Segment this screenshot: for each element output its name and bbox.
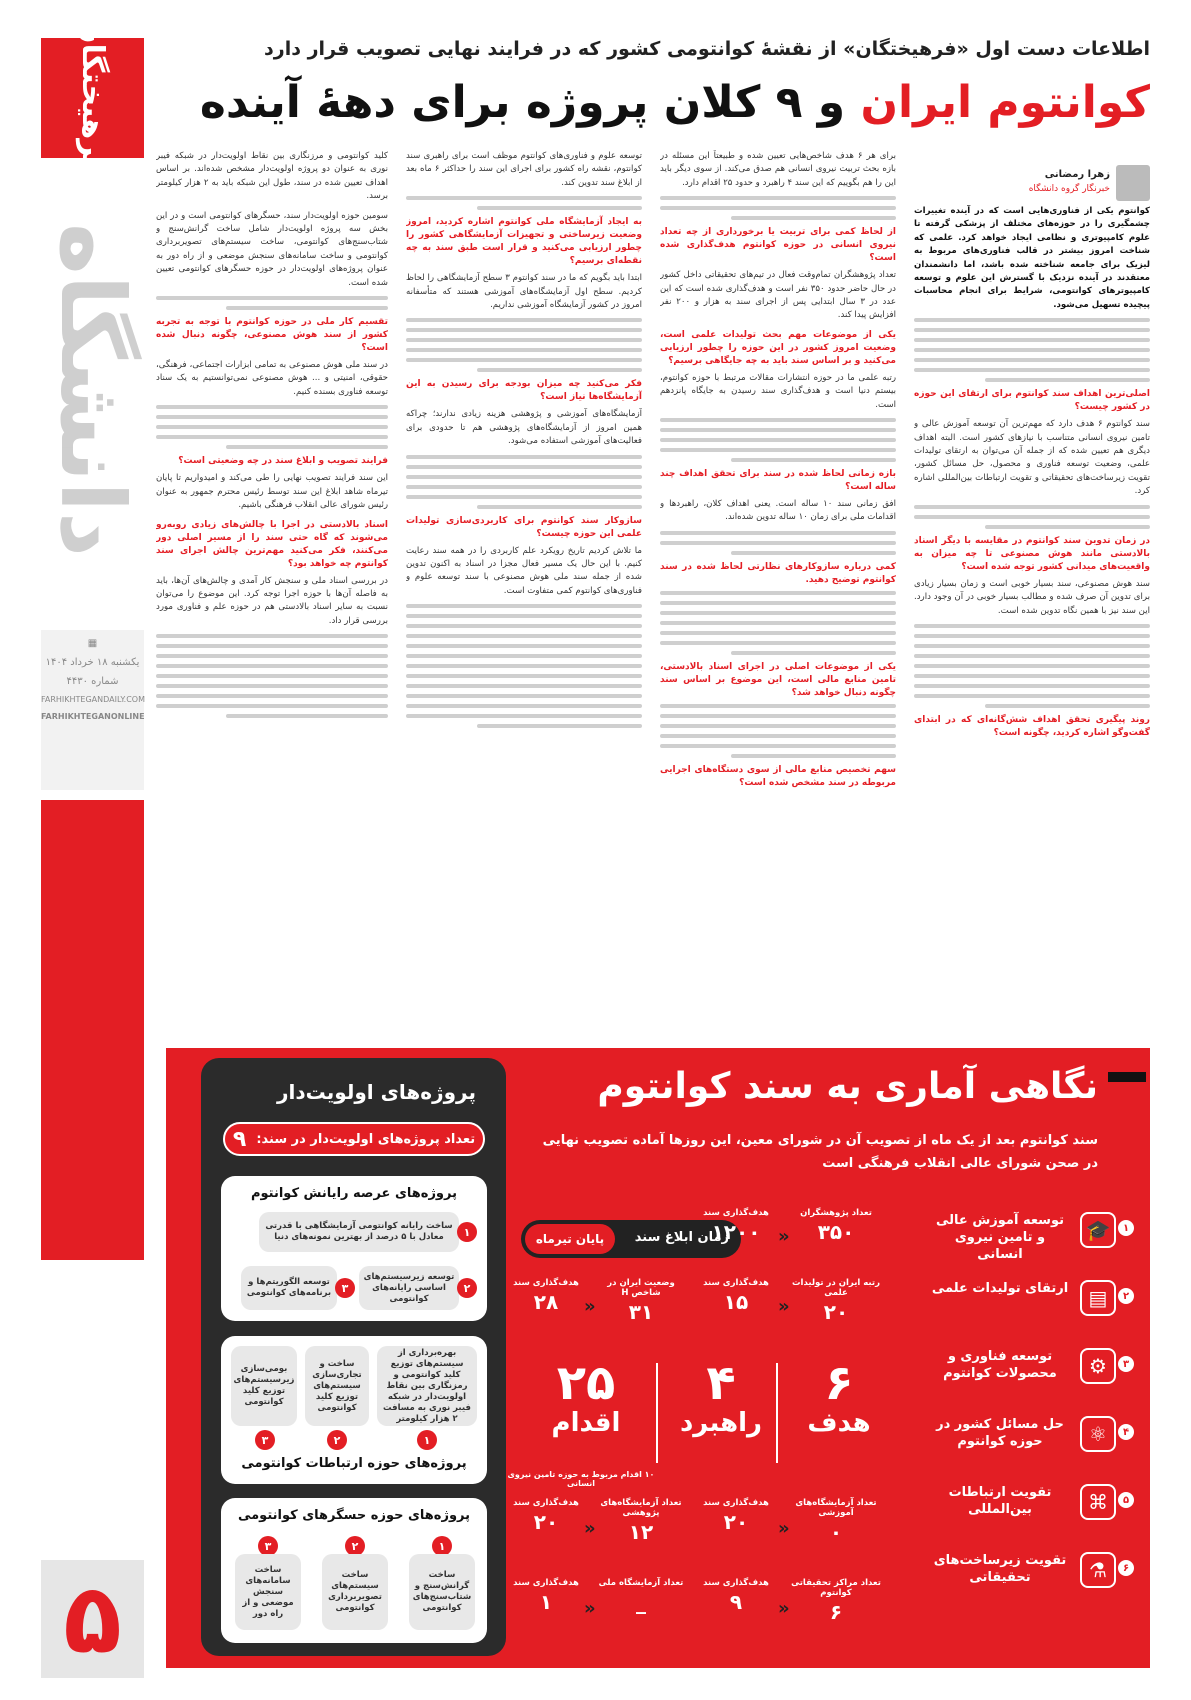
stat-label: هدف‌گذاری سند (513, 1278, 579, 1288)
goal-label: توسعه آموزش عالی و تامین نیروی انسانی (936, 1213, 1064, 1262)
stat-value: ۱۲ (628, 1520, 654, 1544)
page-number: ۵ (41, 1560, 144, 1678)
project-number: ۲ (345, 1536, 365, 1556)
question-heading: سهم تخصیص منابع مالی از سوی دستگاه‌های اجرایی مربوطه در سند مشخص شده است؟ (660, 764, 896, 788)
divider (776, 1363, 778, 1463)
kicker: اطلاعات دست اول «فرهیختگان» از نقشهٔ کوانتومی کشور که در فرایند نهایی تصویب قرار دارد (264, 38, 1150, 60)
goal-number: ۶ (1118, 1560, 1134, 1576)
stat (791, 1578, 881, 1624)
question-heading: اصلی‌ترین اهداف سند کوانتوم برای ارتقای این حوزه در کشور چیست؟ (914, 389, 1150, 413)
goal-item (926, 1412, 1136, 1462)
goal-item (926, 1344, 1136, 1394)
stat (691, 1498, 781, 1534)
stat (791, 1278, 881, 1324)
stat-value: ۳۱ (628, 1300, 654, 1324)
project-number: ۳ (258, 1536, 278, 1556)
stat-label: هدف‌گذاری سند (703, 1278, 769, 1288)
deadline-value: پایان تیرماه (525, 1224, 615, 1254)
stat-label: تعداد آزمایشگاه‌های آموزشی (795, 1498, 877, 1518)
paragraph: آزمایشگاه‌های آموزشی و پژوهشی هزینه زیادی ندارند؛ چراکه همین امروز از آزمایشگاه‌های پژوهشی هم تا حدودی برای فعالیت‌های آموزشی استفاده می‌شود. (406, 409, 642, 447)
group-title: پروژه‌های حوزه ارتباطات کوانتومی (241, 1456, 467, 1471)
goal-item (926, 1276, 1136, 1326)
stat-label: رتبه ایران در تولیدات علمی (792, 1278, 880, 1298)
paragraph: تعداد پژوهشگران تمام‌وقت فعال در تیم‌های تحقیقاتی داخل کشور در حال حاضر حدود ۳۵۰ نفر است و هدف‌گذاری شده است که این عدد در ۳ سال ابتدایی پس از اجرای سند به هزار و ۲۰۰ نفر افزایش پیدا کند. (660, 270, 896, 321)
website-link[interactable]: FARHIKHTEGANDAILY.COM (41, 695, 145, 704)
stat-label: هدف‌گذاری سند (513, 1578, 579, 1588)
project-number: ۱ (457, 1222, 477, 1242)
stats-area (496, 1208, 1136, 1653)
stat-label: هدف‌گذاری سند (703, 1208, 769, 1218)
stat-value: ۲۰ (723, 1510, 749, 1534)
project-number: ۱ (432, 1536, 452, 1556)
big-number-label: هدف (807, 1408, 871, 1438)
paragraph: سند هوش مصنوعی، سند بسیار خوبی است و زمان بسیار زیادی برای تدوین آن صرف شده و مطالب بسیار خوبی در آن وجود دارد. این سند نیز با همین نگاه تدوین شده است. (914, 578, 1150, 616)
big-number-label: اقدام (551, 1408, 621, 1438)
paragraph: در بررسی اسناد ملی و سنجش کار آمدی و چالش‌های آن‌ها، باید به فاصله آن‌ها با حوزه اجرا توجه کرد. این موضوع را می‌توان نسبت به سایر اسناد بالادستی هم در حوزه علم و فناوری مورد بررسی قرار داد. (156, 575, 388, 626)
question-heading: فکر می‌کنید چه میزان بودجه برای رسیدن به این آزمایشگاه‌ها نیاز است؟ (406, 379, 642, 403)
stat-value: _ (636, 1590, 646, 1614)
chevron-icon: « (584, 1598, 596, 1619)
project-item: ساخت رایانه کوانتومی آزمایشگاهی با قدرتی معادل با ۵ درصد از بهترین نمونه‌های دنیا (259, 1212, 459, 1252)
question-heading: اسناد بالادستی در اجرا با چالش‌های زیادی روبه‌رو می‌شوند که گاه حتی سند را از مسیر اصلی دور می‌کنند، فکر می‌کنید مهم‌ترین چالش اجرای سند کوانتوم چه خواهد بود؟ (156, 519, 388, 569)
big-number-goals (784, 1355, 894, 1438)
priority-count-value: ۹ (232, 1126, 247, 1152)
question-heading: تقسیم کار ملی در حوزه کوانتوم با توجه به تجربه کشور از سند هوش مصنوعی، چگونه دنبال شده است؟ (156, 317, 388, 354)
goal-item (926, 1548, 1136, 1598)
stat (596, 1578, 686, 1614)
stat-label: تعداد آزمایشگاه‌های پژوهشی (600, 1498, 682, 1518)
question-heading: یکی از موضوعات اصلی در اجرای اسناد بالادستی، تامین منابع مالی است، این موضوع بر اساس سند چگونه دنبال خواهد شد؟ (660, 661, 896, 698)
question-heading: بازه زمانی لحاظ شده در سند برای تحقق اهداف چند ساله است؟ (660, 469, 896, 493)
calendar-icon: ▦ (87, 638, 98, 649)
goal-label: توسعه فناوری و محصولات کوانتوم (943, 1349, 1057, 1381)
title-accent-bar (1108, 1072, 1146, 1082)
project-number: ۳ (255, 1430, 275, 1450)
question-heading: روند پیگیری تحقق اهداف شش‌گانه‌ای که در ابتدای گفت‌وگو اشاره کردید، چگونه است؟ (914, 714, 1150, 738)
stat-label: هدف‌گذاری سند (703, 1498, 769, 1508)
chevron-icon: « (778, 1598, 790, 1619)
paragraph: توسعه علوم و فناوری‌های کوانتوم موظف است برای راهبری سند کوانتوم، نقشه راه کشور برای اجرای این سند را حداکثر ۶ ماه بعد از ابلاغ سند تدوین کند. (406, 151, 642, 188)
paragraph: این سند فرایند تصویب نهایی را طی می‌کند و امیدواریم تا پایان تیرماه شاهد ابلاغ این سند توسط رئیس محترم جمهور به عنوان رئیس شورای عالی انقلاب فرهنگی باشیم. (156, 473, 388, 511)
deadline-label: زمان ابلاغ سند (634, 1230, 729, 1245)
big-number-value: ۶ (824, 1355, 854, 1411)
project-number: ۳ (335, 1278, 355, 1298)
headline (180, 78, 1150, 129)
stat (791, 1498, 881, 1544)
goal-number: ۴ (1118, 1424, 1134, 1440)
network-icon: ⌘ (1080, 1484, 1116, 1520)
stat (501, 1578, 591, 1614)
goal-label: ارتقای تولیدات علمی (931, 1281, 1069, 1296)
chevron-icon: « (778, 1226, 790, 1247)
author-avatar (1116, 165, 1150, 201)
stat-value: ۳۵۰ (817, 1220, 855, 1244)
flask-icon: ⚗ (1080, 1552, 1116, 1588)
stat-value: ۶ (829, 1600, 843, 1624)
paragraph: ابتدا باید بگویم که ما در سند کوانتوم ۳ سطح آزمایشگاهی را لحاظ کردیم. سطح اول آزمایشگاه‌های آموزشی هستند که متأسفانه امروز در کشور آزمایشگاه آموزشی نداریم. (406, 273, 642, 311)
gear-icon: ⚙ (1080, 1348, 1116, 1384)
author-byline (910, 165, 1150, 205)
stat (596, 1278, 686, 1324)
issue-meta (41, 630, 144, 790)
paragraph: کلید کوانتومی و مرزنگاری بین نقاط اولویت‌دار در شبکه فیبر نوری به عنوان دو پروژه اولویت‌دار مشخص شده‌اند. بر اساس اهداف تعیین شده در سند، طول این شبکه باید به ۲ هزار کیلومتر برسد. (156, 151, 388, 202)
stat (691, 1278, 781, 1314)
article-lead: کوانتوم یکی از فناوری‌هایی است که در آینده تغییرات چشمگیری را در حوزه‌های مختلف از پزشکی گرفته تا علوم کامپیوتری و نظامی ایجاد خواهد کرد. علمی که شناخت امروز بیشتر در قالب فناوری‌های مربوط به لیزیک برای جامعه شناخته شده باشد، اما دانشمندان معتقدند در آینده نزدیک با گسترش این علوم و توسعه کامپیوترهای کوانتومی، شرایط برای انجام محاسبات پیچیده تسهیل می‌شود. (914, 206, 1150, 310)
project-item: ساخت سامانه‌های سنجش موضعی و از راه دور (235, 1554, 301, 1630)
project-item: توسعه الگوریتم‌ها و برنامه‌های کوانتومی (241, 1266, 337, 1310)
goal-item (926, 1480, 1136, 1530)
goal-label: تقویت ارتباطات بین‌المللی (948, 1485, 1052, 1517)
actions-note: ۱۰ اقدام مربوط به حوزه تامین نیروی انسانی (507, 1470, 655, 1488)
stat-value: ۱۵ (723, 1290, 749, 1314)
priority-title: پروژه‌های اولویت‌دار (276, 1080, 476, 1104)
priority-count (223, 1122, 485, 1156)
project-item: ساخت و تجاری‌سازی سیستم‌های توزیع کلید کوانتومی (305, 1346, 369, 1426)
question-heading: از لحاظ کمی برای تربیت یا برخورداری از چه تعداد نیروی انسانی در حوزه کوانتوم هدف‌گذاری شده است؟ (660, 227, 896, 264)
goal-number: ۲ (1118, 1288, 1134, 1304)
newspaper-logo: فرهیختگان (41, 38, 144, 158)
paragraph: افق زمانی سند ۱۰ ساله است. یعنی اهداف کلان، راهبردها و اقدامات ملی برای زمان ۱۰ ساله تدوین شده‌اند. (660, 499, 896, 523)
goal-number: ۱ (1118, 1220, 1134, 1236)
stat-label: تعداد مراکز تحقیقاتی کوانتوم (791, 1578, 881, 1598)
project-item: ساخت سیستم‌های تصویربرداری کوانتومی (322, 1554, 388, 1630)
paragraph: ما تلاش کردیم تاریخ رویکرد علم کاربردی را در همه سند رعایت کنیم. با این حال یک مسیر فعال مجزا در اسناد به اکنون تدوین شده از جمله سند ملی هوش مصنوعی با سند توسعه علوم و فناوری‌های کوانتوم کمی متفاوت است. (406, 545, 642, 596)
big-number-label: راهبرد (679, 1408, 763, 1438)
group-title: پروژه‌های حوزه حسگرهای کوانتومی (237, 1508, 471, 1523)
infographic-panel (166, 1048, 1150, 1668)
project-item: بومی‌سازی زیرسیستم‌های توزیع کلید کوانتومی (231, 1346, 297, 1426)
infographic-title: نگاهی آماری به سند کوانتوم (597, 1066, 1098, 1107)
stat-value: ۲۰ (533, 1510, 559, 1534)
atom-icon: ⚛ (1080, 1416, 1116, 1452)
priority-count-label: تعداد پروژه‌های اولویت‌دار در سند: (256, 1131, 476, 1147)
stat (791, 1208, 881, 1244)
stat-value: ۲۸ (533, 1290, 559, 1314)
graduate-icon: 🎓 (1080, 1212, 1116, 1248)
stat (501, 1278, 591, 1314)
stat (596, 1498, 686, 1544)
paragraph: سومین حوزه اولویت‌دار سند، حسگرهای کوانتومی است و در این بخش سه پروژه اولویت‌دار شامل ساخت گرانش‌سنج و شتاب‌سنج‌های کوانتومی، ساخت سیستم‌های تصویربرداری کوانتومی و ساخت سامانه‌های سنجش موضعی و از راه دور به عنوان پروژه‌های اولویت‌دار در حوزه حسگرهای کوانتومی تعیین شده است. (156, 210, 388, 288)
article-column-2 (660, 150, 896, 970)
issue-date: یکشنبه ۱۸ خرداد ۱۴۰۴ (45, 657, 140, 668)
big-number-strategies (666, 1355, 776, 1438)
project-group-computing (221, 1176, 487, 1321)
question-heading: فرایند تصویب و ابلاغ سند در چه وضعیتی است؟ (178, 456, 388, 467)
paragraph: سند کوانتوم ۶ هدف دارد که مهم‌ترین آن توسعه آموزش عالی و تامین نیروی انسانی متناسب با نیازهای کشور است. البته اهداف دیگری هم تعیین شده که از جمله آن می‌توان به ارتقای تولیدات علمی، وضعیت توسعه فناوری و محصول، حل مسائل کشور، تقویت زیرساخت‌های تحقیقاتی و تقویت ارتباطات بین‌المللی اشاره کرد. (914, 419, 1150, 497)
project-item: بهره‌برداری از سیستم‌های توزیع کلید کوانتومی و رمزنگاری بین نقاط اولویت‌دار در شبکه فیبر نوری به مسافت ۲ هزار کیلومتر (377, 1346, 477, 1426)
article-column-4 (156, 150, 388, 970)
project-group-communications (221, 1336, 487, 1484)
goal-label: تقویت زیرساخت‌های تحقیقاتی (933, 1553, 1067, 1585)
chevron-icon: « (584, 1296, 596, 1317)
chevron-icon: « (778, 1296, 790, 1317)
paragraph: رتبه علمی ما در حوزه انتشارات مقالات مرتبط با حوزه کوانتوم، بیستم دنیا است و هدف‌گذاری سند رسیدن به جایگاه پانزدهم است. (660, 372, 896, 410)
stat-label: وضعیت ایران در شاخص H (607, 1278, 675, 1298)
stat-label: تعداد پژوهشگران (800, 1208, 872, 1218)
question-heading: یکی از موضوعات مهم بحث تولیدات علمی است، وضعیت امروز کشور در این حوزه را چطور ارزیابی می‌کنید و بر اساس سند باید به چه جایگاهی برسیم؟ (660, 329, 896, 366)
stat (691, 1578, 781, 1614)
decorative-stripe (41, 800, 144, 1260)
question-heading: در زمان تدوین سند کوانتوم در مقایسه با دیگر اسناد بالادستی مانند هوش مصنوعی تا چه میزان به واقعیت‌های میدانی کشور توجه شده است؟ (914, 535, 1150, 572)
question-heading: به ایجاد آزمایشگاه ملی کوانتوم اشاره کردید، امروز وضعیت زیرساختی و تجهیزات آزمایشگاهی کشور را چطور ارزیابی می‌کنید و قرار است طبق سند به چه نقطه‌ای برسیم؟ (406, 217, 642, 267)
goal-item (926, 1208, 1136, 1262)
infographic-subtitle: در صحن شورای عالی انقلاب فرهنگی است (822, 1156, 1098, 1171)
newspaper-icon: ▤ (1080, 1280, 1116, 1316)
stat (501, 1498, 591, 1534)
social-handle[interactable]: FARHIKHTEGANONLINE (41, 712, 145, 721)
stat-label: هدف‌گذاری سند (513, 1498, 579, 1508)
project-number: ۲ (327, 1430, 347, 1450)
stat-label: هدف‌گذاری سند (703, 1578, 769, 1588)
issue-number: شماره ۴۴۳۰ (66, 676, 119, 687)
stat-value: ۱۲۰۰ (711, 1220, 761, 1244)
big-number-value: ۴ (706, 1355, 736, 1411)
priority-projects-box (201, 1058, 506, 1656)
big-number-value: ۲۵ (556, 1355, 616, 1411)
headline-rest: و ۹ کلان پروژه برای دههٔ آینده (199, 77, 861, 128)
project-item: توسعه زیرسیستم‌های اساسی رایانه‌های کوانتومی (359, 1266, 459, 1310)
paragraph: در سند ملی هوش مصنوعی به تمامی ابزارات اجتماعی، فرهنگی، حقوقی، امنیتی و ... هوش مصنوعی نمی‌توانستیم به یک سناد توسعه فناوری بسنده کنیم. (156, 360, 388, 397)
project-number: ۱ (417, 1430, 437, 1450)
author-name: زهرا رمضانی (1044, 169, 1110, 180)
article-column-3 (406, 150, 642, 970)
question-heading: کمی درباره سازوکارهای نظارتی لحاظ شده در سند کوانتوم توضیح دهید. (660, 561, 896, 585)
goal-label: حل مسائل کشور در حوزه کوانتوم (936, 1417, 1064, 1449)
author-role: خبرنگار گروه دانشگاه (1028, 184, 1110, 194)
divider (656, 1363, 658, 1463)
group-title: پروژه‌های عرصه رایانش کوانتوم (250, 1186, 457, 1201)
stat-value: ۹ (729, 1590, 743, 1614)
stat-label: تعداد آزمایشگاه ملی (598, 1578, 684, 1588)
headline-highlight: کوانتوم ایران (860, 77, 1150, 128)
question-heading: سازوکار سند کوانتوم برای کاربردی‌سازی تولیدات علمی این حوزه چیست؟ (406, 515, 642, 539)
project-group-sensors (221, 1498, 487, 1643)
goal-number: ۳ (1118, 1356, 1134, 1372)
project-number: ۲ (457, 1278, 477, 1298)
infographic-subtitle: سند کوانتوم بعد از یک ماه از تصویب آن در شورای معین، این روزها آماده تصویب نهایی (542, 1133, 1098, 1148)
chevron-icon: « (778, 1518, 790, 1539)
chevron-icon: « (584, 1518, 596, 1539)
project-item: ساخت گرانش‌سنج و شتاب‌سنج‌های کوانتومی (409, 1554, 475, 1630)
goal-number: ۵ (1118, 1492, 1134, 1508)
paragraph: برای هر ۶ هدف شاخص‌هایی تعیین شده و طبیعتاً این مسئله در بازه بحث تربیت نیروی انسانی هم صدق می‌کند. از سوی دیگر باید این را هم بگوییم که این سند ۴ راهبرد و حدود ۲۵ اقدام دارد. (660, 151, 896, 188)
big-number-actions (516, 1355, 656, 1438)
stat (691, 1208, 781, 1244)
stat-value: ۲۰ (823, 1300, 849, 1324)
section-title: دانشگاه (41, 222, 144, 558)
article-column-1 (914, 205, 1150, 1025)
stat-value: ۱ (539, 1590, 553, 1614)
stat-value: ۰ (829, 1520, 843, 1544)
